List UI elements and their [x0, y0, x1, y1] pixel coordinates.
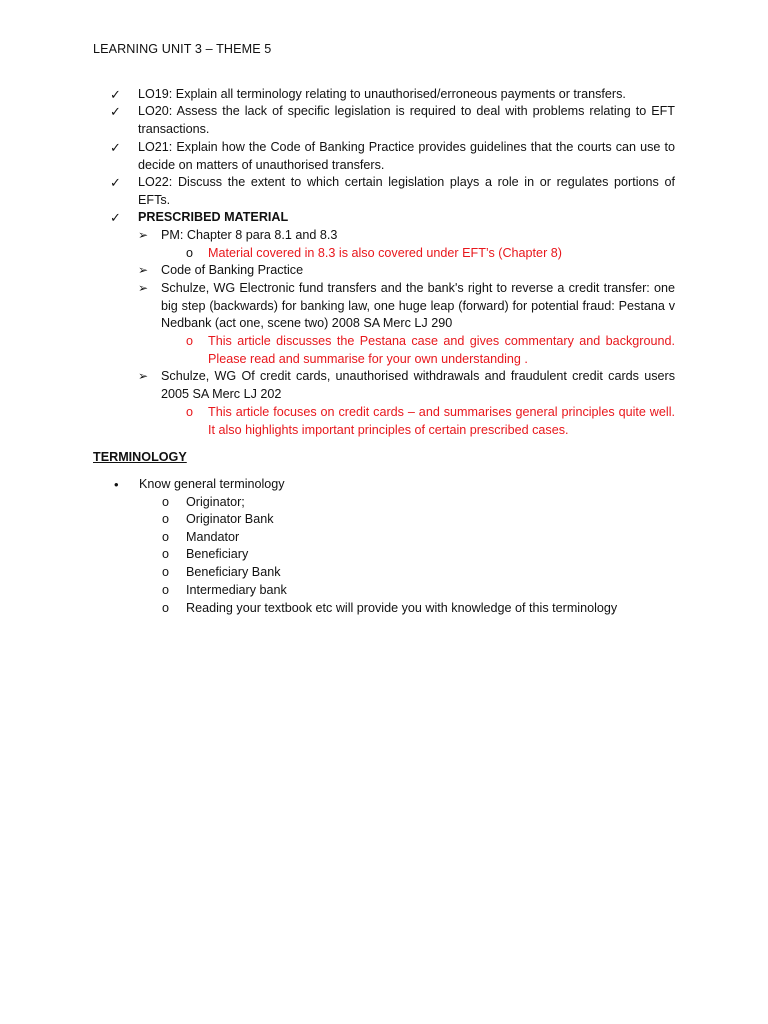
prescribed-material-heading: PRESCRIBED MATERIAL	[138, 210, 289, 224]
outcome-lo22: LO22: Discuss the extent to which certain legislation plays a role in or regulates portions of EFTs.	[138, 175, 675, 207]
circle-bullet-icon: o	[162, 601, 170, 615]
schulze-2008-note: This article discusses the Pestana case and gives commentary and background. Please read and summarise for your own understanding .	[208, 334, 675, 366]
schulze-2008-item: Schulze, WG Electronic fund transfers and the bank's right to reverse a credit transfer: one big step (backwards) for banking law, one huge leap (forward) for potential fraud: Pestana v Nedbank (act one, scene two) 2008 SA Merc LJ 290	[161, 281, 675, 331]
term-item: Beneficiary	[186, 547, 249, 561]
term-item: Intermediary bank	[186, 583, 287, 597]
circle-bullet-icon: o	[186, 246, 194, 260]
arrow-bullet-icon: ➢	[138, 281, 149, 295]
terminology-heading: TERMINOLOGY	[93, 450, 187, 464]
outcome-lo21: LO21: Explain how the Code of Banking Practice provides guidelines that the courts can use to decide on matters of unauthorised transfers.	[138, 140, 675, 172]
check-icon: ✓	[110, 104, 121, 119]
check-icon: ✓	[110, 175, 121, 190]
term-item: Mandator	[186, 530, 240, 544]
schulze-2005-item: Schulze, WG Of credit cards, unauthorised withdrawals and fraudulent credit cards users 2005 SA Merc LJ 202	[161, 369, 675, 401]
circle-bullet-icon: o	[162, 512, 170, 526]
page-header: LEARNING UNIT 3 – THEME 5	[93, 42, 272, 56]
arrow-bullet-icon: ➢	[138, 228, 149, 242]
circle-bullet-icon: o	[162, 565, 170, 579]
term-item: Originator;	[186, 495, 245, 509]
circle-bullet-icon: o	[162, 495, 170, 509]
circle-bullet-icon: o	[162, 583, 170, 597]
circle-bullet-icon: o	[186, 405, 194, 419]
circle-bullet-icon: o	[162, 530, 170, 544]
arrow-bullet-icon: ➢	[138, 263, 149, 277]
term-item: Originator Bank	[186, 512, 274, 526]
outcome-lo20: LO20: Assess the lack of specific legislation is required to deal with problems relating to EFT transactions.	[138, 104, 675, 136]
check-icon: ✓	[110, 140, 121, 155]
terminology-intro: Know general terminology	[139, 477, 285, 491]
circle-bullet-icon: o	[162, 547, 170, 561]
check-icon: ✓	[110, 87, 121, 102]
schulze-2005-note: This article focuses on credit cards – and summarises general principles quite well. It also highlights important principles of certain prescribed cases.	[208, 405, 675, 437]
circle-bullet-icon: o	[186, 334, 194, 348]
arrow-bullet-icon: ➢	[138, 369, 149, 383]
pm-note: Material covered in 8.3 is also covered under EFT’s (Chapter 8)	[208, 246, 562, 260]
outcome-lo19: LO19: Explain all terminology relating to unauthorised/erroneous payments or transfers.	[138, 87, 626, 101]
code-of-banking-item: Code of Banking Practice	[161, 263, 304, 277]
check-icon: ✓	[110, 210, 121, 225]
term-item: Reading your textbook etc will provide you with knowledge of this terminology	[186, 601, 618, 615]
pm-chapter-item: PM: Chapter 8 para 8.1 and 8.3	[161, 228, 338, 242]
term-item: Beneficiary Bank	[186, 565, 281, 579]
bullet-dot-icon: •	[114, 477, 119, 492]
